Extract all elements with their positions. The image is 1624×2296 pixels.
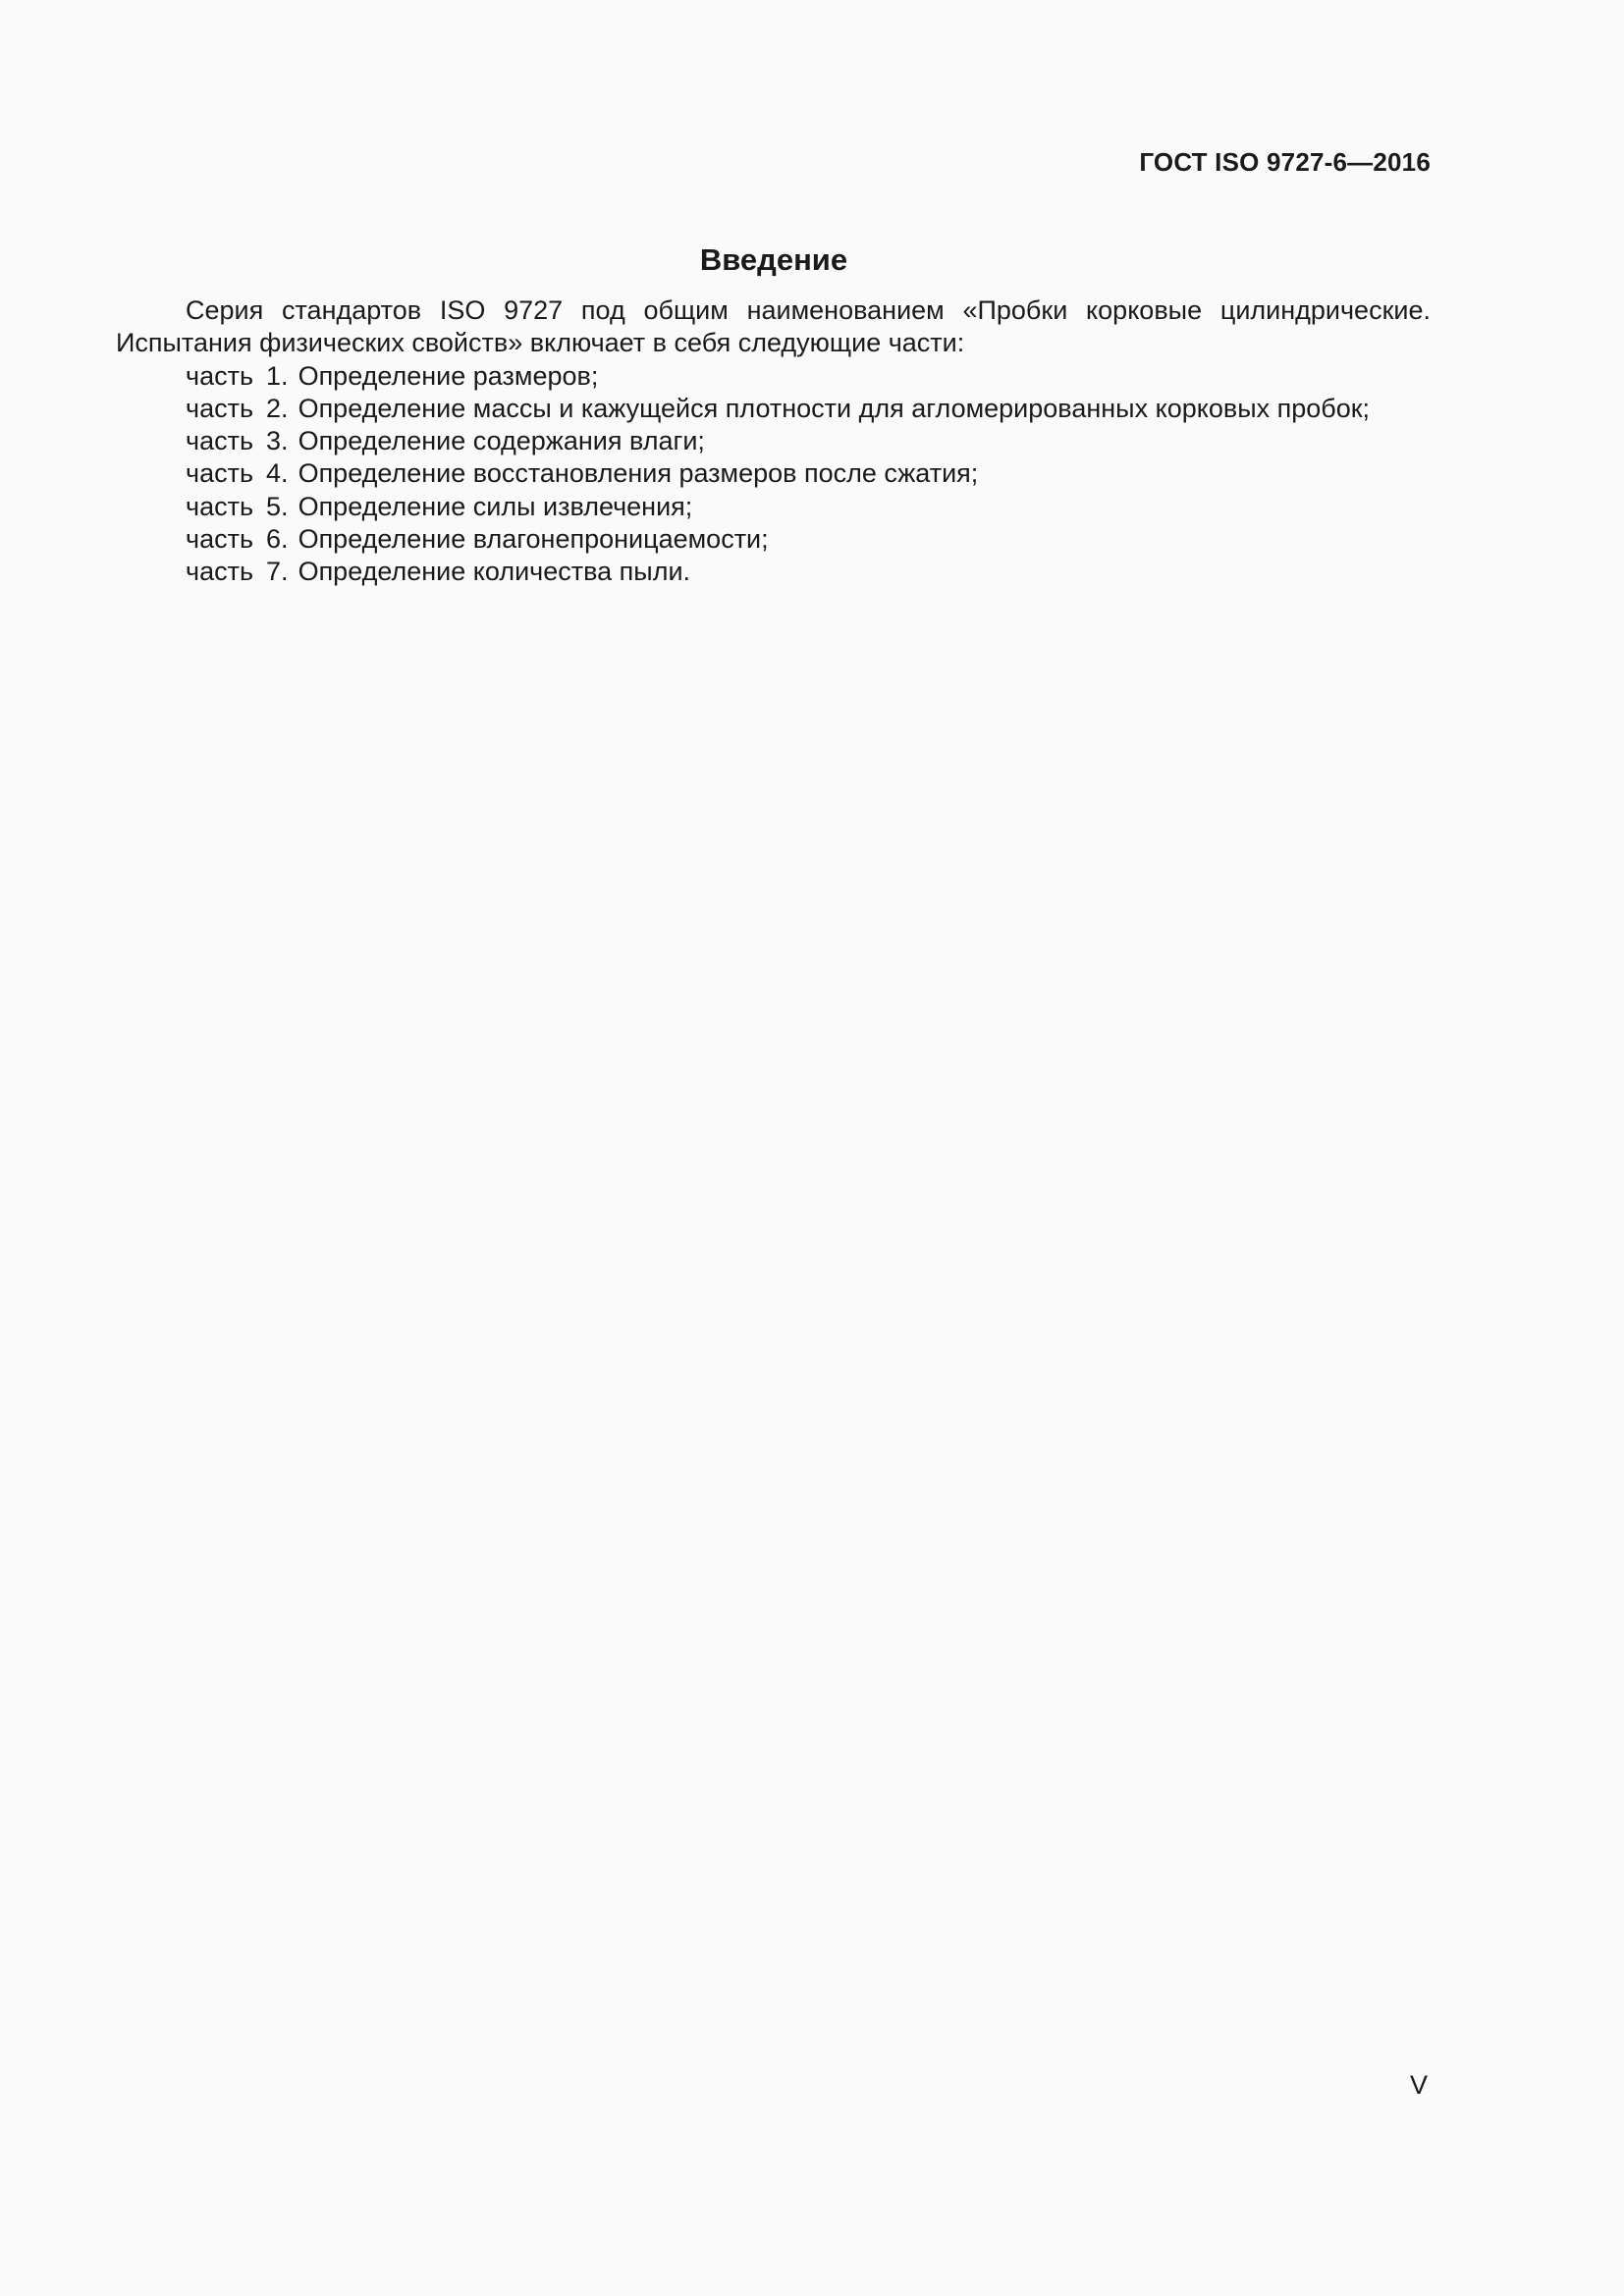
part-number: 4.: [266, 458, 289, 489]
part-title: Определение содержания влаги;: [298, 426, 705, 456]
part-title: Определение восстановления размеров после сжатия;: [298, 458, 979, 489]
list-item: [186, 425, 1431, 457]
part-word: часть: [186, 491, 254, 521]
list-item: [186, 556, 1431, 588]
intro-paragraph: Серия стандартов ISO 9727 под общим наименованием «Пробки корковые цилиндрические. Испытания физических свойств» включает в себя следующие части:: [116, 295, 1431, 358]
part-title: Определение влагонепроницаемости;: [298, 524, 769, 555]
part-word: часть: [186, 426, 254, 456]
parts-list: [116, 360, 1431, 589]
page-number: V: [1409, 2070, 1428, 2100]
part-word: часть: [186, 360, 254, 391]
part-word: часть: [186, 557, 254, 587]
list-item: [186, 393, 1431, 425]
document-body: [116, 294, 1431, 589]
part-word: часть: [186, 524, 254, 555]
document-code: ГОСТ ISO 9727-6—2016: [1139, 147, 1431, 177]
part-title: Определение массы и кажущейся плотности для агломерированных корковых пробок;: [298, 393, 1371, 423]
part-number: 3.: [266, 426, 289, 456]
part-number: 6.: [266, 524, 289, 555]
part-number: 7.: [266, 557, 289, 587]
part-word: часть: [186, 393, 254, 423]
part-number: 5.: [266, 491, 289, 521]
part-number: 1.: [266, 360, 289, 391]
list-item: [186, 491, 1431, 523]
part-number: 2.: [266, 393, 289, 423]
list-item: [186, 360, 1431, 393]
part-title: Определение силы извлечения;: [298, 491, 693, 521]
part-title: Определение размеров;: [298, 360, 599, 391]
list-item: [186, 457, 1431, 490]
section-title: Введение: [699, 241, 848, 277]
part-word: часть: [186, 458, 254, 489]
list-item: [186, 523, 1431, 556]
part-title: Определение количества пыли.: [298, 557, 691, 587]
